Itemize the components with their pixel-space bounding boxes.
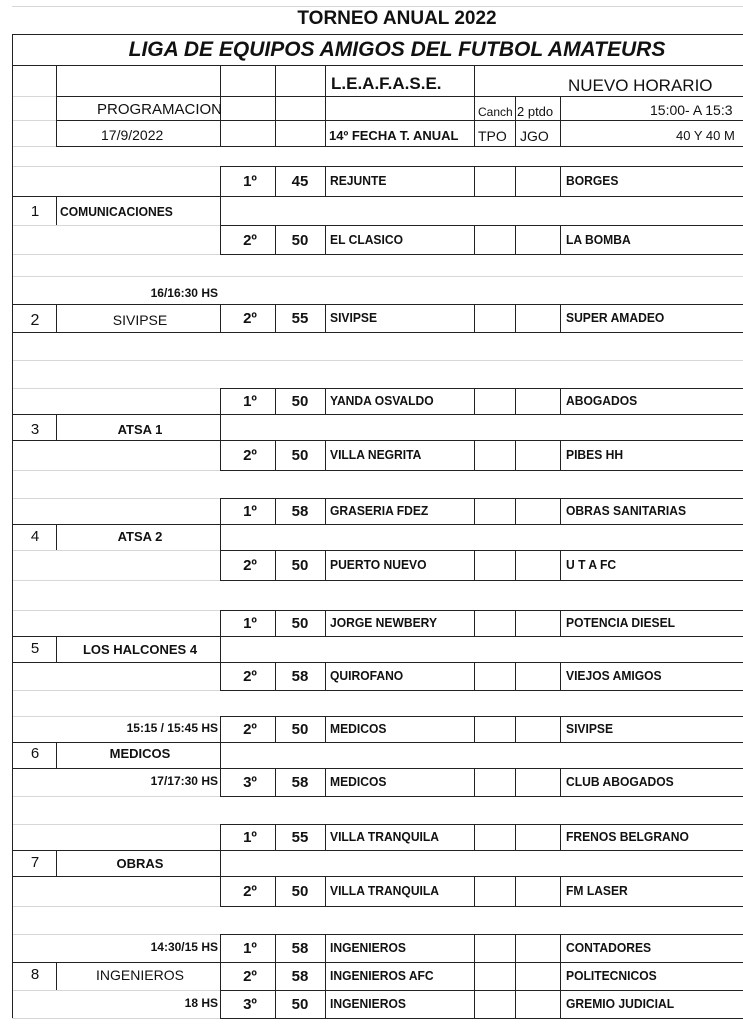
cell-border	[560, 824, 561, 850]
cell-border	[560, 876, 561, 906]
venue-name: INGENIEROS	[96, 967, 184, 983]
match-order: 2º	[243, 557, 257, 574]
cell-border	[220, 610, 743, 611]
venue-number: 1	[30, 203, 40, 220]
match-order: 2º	[243, 968, 257, 985]
col-canch: Canch	[478, 105, 513, 119]
venue-number: 6	[30, 745, 40, 762]
cell-border	[325, 304, 326, 332]
gridline	[12, 6, 743, 7]
away-team: CONTADORES	[566, 940, 652, 955]
match-category: 58	[291, 774, 309, 791]
cell-border	[220, 254, 743, 255]
cell-border	[220, 824, 743, 825]
away-team: U T A FC	[566, 557, 617, 572]
venue-name: OBRAS	[116, 856, 164, 871]
match-category: 58	[291, 503, 309, 520]
cell-border	[515, 990, 516, 1018]
match-order: 2º	[243, 447, 257, 464]
col-jgo: JGO	[520, 128, 549, 144]
cell-border	[325, 166, 326, 196]
cell-border	[474, 550, 475, 580]
match-time: 17/17:30 HS	[150, 774, 218, 788]
cell-border	[325, 768, 326, 796]
cell-border	[220, 304, 221, 332]
gridline	[12, 276, 743, 277]
match-order: 1º	[243, 503, 257, 520]
cell-border	[56, 414, 57, 440]
cell-border	[220, 550, 743, 551]
cell-border	[474, 388, 475, 414]
cell-border	[515, 166, 516, 196]
cell-border	[220, 166, 221, 225]
cell-border	[474, 824, 475, 850]
cell-border	[560, 662, 561, 690]
duration: 40 Y 40 M	[676, 128, 735, 143]
col-2ptdo: 2 ptdo	[517, 104, 554, 119]
cell-border	[220, 824, 221, 906]
cell-border	[325, 498, 326, 524]
cell-border	[56, 146, 743, 147]
cell-border	[325, 662, 326, 690]
home-team: VILLA TRANQUILA	[330, 883, 440, 898]
cell-border	[220, 166, 743, 167]
cell-border	[325, 876, 326, 906]
home-team: INGENIEROS	[330, 996, 406, 1011]
venue-number: 3	[30, 421, 40, 438]
venue-name: ATSA 1	[117, 422, 163, 437]
match-category: 50	[291, 557, 309, 574]
away-team: FRENOS BELGRANO	[566, 829, 689, 844]
cell-border	[56, 524, 57, 550]
away-team: BORGES	[566, 173, 619, 188]
cell-border	[515, 716, 516, 742]
cell-border	[275, 662, 276, 690]
cell-border	[515, 610, 516, 636]
cell-border	[474, 225, 475, 254]
cell-border	[12, 962, 743, 963]
away-team: POTENCIA DIESEL	[566, 615, 676, 630]
cell-border	[474, 65, 475, 146]
cell-border	[515, 934, 516, 962]
match-category: 55	[291, 310, 309, 327]
cell-border	[12, 65, 743, 66]
cell-border	[12, 304, 743, 305]
home-team: PUERTO NUEVO	[330, 557, 427, 572]
match-category: 50	[291, 721, 309, 738]
cell-border	[474, 304, 475, 332]
venue-name: LOS HALCONES 4	[82, 642, 198, 657]
cell-border	[275, 65, 276, 146]
away-team: POLITECNICOS	[566, 968, 657, 983]
cell-border	[474, 934, 475, 962]
away-team: ABOGADOS	[566, 393, 638, 408]
cell-border	[220, 716, 743, 717]
cell-border	[275, 962, 276, 990]
cell-border	[515, 662, 516, 690]
away-team: GREMIO JUDICIAL	[566, 996, 675, 1011]
match-order: 1º	[243, 173, 257, 190]
match-category: 50	[291, 232, 309, 249]
cell-border	[275, 304, 276, 332]
home-team: JORGE NEWBERY	[330, 615, 438, 630]
cell-border	[275, 824, 276, 850]
cell-border	[275, 876, 276, 906]
match-order: 2º	[243, 721, 257, 738]
match-category: 58	[291, 940, 309, 957]
match-order: 1º	[243, 615, 257, 632]
away-team: SUPER AMADEO	[566, 310, 665, 325]
league-name: LIGA DE EQUIPOS AMIGOS DEL FUTBOL AMATEURS	[128, 38, 666, 61]
cell-border	[515, 962, 516, 990]
cell-border	[474, 990, 475, 1018]
cell-border	[12, 850, 743, 851]
cell-border	[275, 716, 276, 742]
cell-border	[56, 304, 57, 332]
home-team: GRASERIA FDEZ	[330, 503, 429, 518]
match-order: 1º	[243, 393, 257, 410]
cell-border	[56, 850, 57, 876]
venue-name: MEDICOS	[109, 746, 171, 761]
cell-border	[56, 96, 743, 97]
cell-border	[325, 550, 326, 580]
venue-number: 2	[30, 312, 40, 329]
cell-border	[220, 580, 743, 581]
cell-border	[220, 690, 743, 691]
cell-border	[12, 662, 743, 663]
league-acronym: L.E.A.F.A.S.E.	[331, 74, 442, 93]
cell-border	[12, 742, 743, 743]
match-category: 55	[291, 829, 309, 846]
cell-border	[275, 440, 276, 470]
match-order: 3º	[243, 996, 257, 1013]
match-time: 18 HS	[184, 996, 218, 1010]
home-team: EL CLASICO	[330, 232, 404, 247]
cell-border	[56, 196, 57, 225]
cell-border	[560, 716, 561, 742]
cell-border	[515, 304, 516, 332]
cell-border	[220, 906, 743, 907]
venue-number: 4	[30, 528, 40, 545]
gridline	[12, 360, 743, 361]
cell-border	[220, 934, 221, 1018]
venue-number: 5	[30, 640, 40, 657]
program-date: 17/9/2022	[101, 127, 164, 143]
cell-border	[560, 962, 561, 990]
cell-border	[220, 498, 221, 580]
away-team: PIBES HH	[566, 447, 624, 462]
cell-border	[560, 388, 561, 414]
cell-border	[325, 225, 326, 254]
cell-border	[474, 768, 475, 796]
venue-number: 7	[30, 854, 40, 871]
cell-border	[515, 96, 516, 146]
cell-border	[474, 498, 475, 524]
home-team: SIVIPSE	[330, 310, 378, 325]
cell-border	[275, 498, 276, 524]
cell-border	[515, 225, 516, 254]
home-team: INGENIEROS	[330, 940, 406, 955]
sheet-title: TORNEO ANUAL 2022	[297, 8, 497, 29]
cell-border	[275, 388, 276, 414]
cell-border	[275, 550, 276, 580]
match-order: 1º	[243, 940, 257, 957]
cell-border	[275, 225, 276, 254]
round-label: 14º FECHA T. ANUAL	[329, 128, 459, 143]
cell-border	[515, 498, 516, 524]
cell-border	[56, 742, 57, 768]
match-order: 2º	[243, 232, 257, 249]
away-team: FM LASER	[566, 883, 628, 898]
cell-border	[560, 990, 561, 1018]
away-team: VIEJOS AMIGOS	[566, 668, 662, 683]
cell-border	[12, 414, 743, 415]
cell-border	[275, 768, 276, 796]
match-order: 2º	[243, 668, 257, 685]
match-category: 45	[291, 173, 309, 190]
cell-border	[474, 440, 475, 470]
cell-border	[220, 1018, 743, 1019]
cell-border	[325, 962, 326, 990]
cell-border	[515, 876, 516, 906]
time-range: 15:00- A 15:3	[650, 102, 733, 118]
cell-border	[560, 225, 561, 254]
cell-border	[12, 34, 743, 35]
cell-border	[325, 716, 326, 742]
venue-name: SIVIPSE	[112, 312, 168, 328]
cell-border	[12, 636, 743, 637]
match-category: 50	[291, 393, 309, 410]
away-team: OBRAS SANITARIAS	[566, 503, 687, 518]
col-tpo: TPO	[478, 128, 507, 144]
cell-border	[560, 440, 561, 470]
match-order: 2º	[243, 310, 257, 327]
cell-border	[515, 824, 516, 850]
schedule-note: NUEVO HORARIO	[568, 76, 713, 95]
cell-border	[474, 610, 475, 636]
programming-label: PROGRAMACION	[97, 101, 223, 118]
home-team: QUIROFANO	[330, 668, 404, 683]
cell-border	[560, 934, 561, 962]
cell-border	[474, 716, 475, 742]
cell-border	[275, 934, 276, 962]
match-order: 1º	[243, 829, 257, 846]
cell-border	[325, 440, 326, 470]
cell-border	[515, 388, 516, 414]
match-order: 2º	[243, 883, 257, 900]
cell-border	[560, 550, 561, 580]
cell-border	[12, 768, 743, 769]
home-team: MEDICOS	[330, 774, 387, 789]
cell-border	[515, 768, 516, 796]
cell-border	[325, 990, 326, 1018]
cell-border	[560, 610, 561, 636]
cell-border	[325, 610, 326, 636]
cell-border	[275, 990, 276, 1018]
cell-border	[220, 225, 743, 226]
cell-border	[515, 550, 516, 580]
cell-border	[560, 768, 561, 796]
cell-border	[325, 65, 326, 146]
cell-border	[220, 990, 743, 991]
cell-border	[325, 934, 326, 962]
cell-border	[12, 332, 743, 333]
cell-border	[220, 934, 743, 935]
cell-border	[474, 962, 475, 990]
cell-border	[12, 440, 743, 441]
cell-border	[220, 388, 743, 389]
cell-border	[56, 120, 743, 121]
cell-border	[560, 304, 561, 332]
cell-border	[220, 610, 221, 690]
cell-border	[560, 498, 561, 524]
cell-border	[12, 876, 743, 877]
match-category: 58	[291, 668, 309, 685]
match-category: 58	[291, 968, 309, 985]
home-team: INGENIEROS AFC	[330, 968, 434, 983]
cell-border	[560, 166, 561, 196]
cell-border	[220, 796, 743, 797]
cell-border	[220, 388, 221, 470]
away-team: CLUB ABOGADOS	[566, 774, 674, 789]
away-team: SIVIPSE	[566, 721, 614, 736]
home-team: VILLA NEGRITA	[330, 447, 422, 462]
cell-border	[560, 96, 561, 146]
venue-time-note: 16/16:30 HS	[150, 286, 218, 300]
home-team: YANDA OSVALDO	[330, 393, 434, 408]
cell-border	[12, 196, 743, 197]
cell-border	[56, 636, 57, 662]
cell-border	[220, 225, 221, 254]
cell-border	[275, 610, 276, 636]
venue-name: COMUNICACIONES	[60, 204, 173, 219]
match-time: 14:30/15 HS	[150, 940, 218, 954]
venue-name: ATSA 2	[117, 529, 163, 544]
match-category: 50	[291, 447, 309, 464]
home-team: MEDICOS	[330, 721, 387, 736]
match-order: 3º	[243, 774, 257, 791]
cell-border	[275, 166, 276, 196]
cell-border	[325, 388, 326, 414]
cell-border	[220, 716, 221, 796]
home-team: REJUNTE	[330, 173, 387, 188]
cell-border	[474, 662, 475, 690]
cell-border	[56, 65, 57, 146]
match-time: 15:15 / 15:45 HS	[126, 721, 218, 735]
cell-border	[56, 962, 57, 990]
cell-border	[474, 166, 475, 196]
match-category: 50	[291, 883, 309, 900]
left-border	[12, 34, 13, 1018]
away-team: LA BOMBA	[566, 232, 631, 247]
cell-border	[12, 524, 743, 525]
cell-border	[325, 824, 326, 850]
home-team: VILLA TRANQUILA	[330, 829, 440, 844]
match-category: 50	[291, 615, 309, 632]
cell-border	[474, 876, 475, 906]
cell-border	[220, 498, 743, 499]
match-category: 50	[291, 996, 309, 1013]
cell-border	[220, 470, 743, 471]
cell-border	[515, 440, 516, 470]
venue-number: 8	[30, 966, 40, 983]
